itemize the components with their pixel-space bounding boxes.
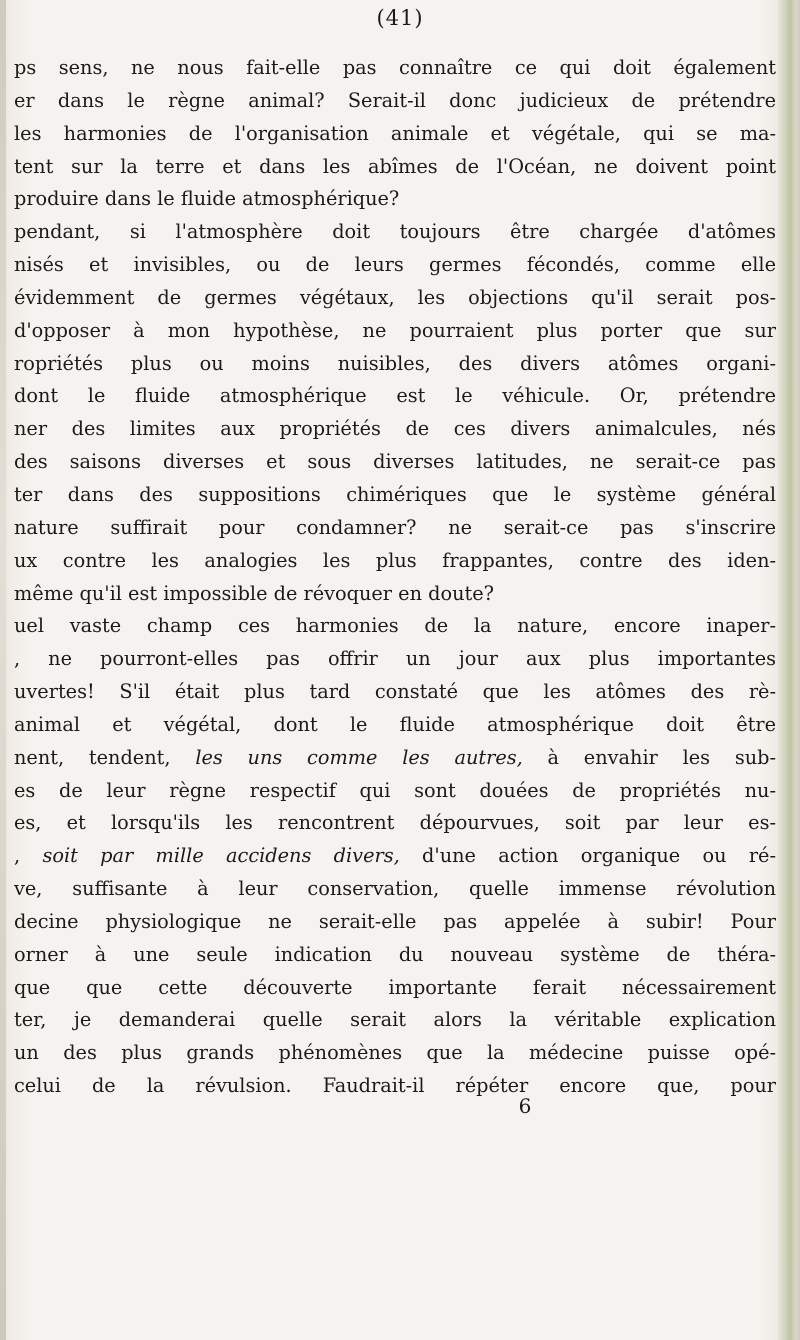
text-line: même qu'il est impossible de révoquer en doute? [14,581,494,605]
text-line: un des plus grands phénomènes que la médecine puisse opé- [14,1041,776,1065]
page-gutter [0,0,6,1340]
text-line: animal et végétal, dont le fluide atmosphérique doit être [14,712,776,736]
text-line: ner des limites aux propriétés de ces divers animalcules, nés [14,417,776,441]
text-line: decine physiologique ne serait-elle pas appelée à subir! Pour [14,909,776,933]
text-line: ve, suffisante à leur conservation, quelle immense révolution [14,877,776,901]
text-line: des saisons diverses et sous diverses latitudes, ne serait-ce pas [14,450,776,474]
text-segment: à envahir les sub- [547,745,776,769]
text-line: , ne pourront-elles pas offrir un jour aux plus importantes [14,647,776,671]
text-line: ropriétés plus ou moins nuisibles, des divers atômes organi- [14,351,776,375]
italic-segment: les uns comme les autres, [195,745,523,769]
body-text [14,52,776,1103]
page-edge [778,0,800,1340]
text-line: ter, je demanderai quelle serait alors la véritable explication [14,1008,776,1032]
text-line: les harmonies de l'organisation animale et végétale, qui se ma- [14,121,776,145]
text-line: ux contre les analogies les plus frappantes, contre des iden- [14,548,776,572]
text-line: évidemment de germes végétaux, les objections qu'il serait pos- [14,285,776,309]
text-line: uvertes! S'il était plus tard constaté que les atômes des rè- [14,680,776,704]
text-line: nisés et invisibles, ou de leurs germes fécondés, comme elle [14,253,776,277]
text-line: produire dans le fluide atmosphérique? [14,187,400,211]
italic-segment: soit par mille accidens divers, [42,844,400,868]
text-line: er dans le règne animal? Serait-il donc judicieux de prétendre [14,88,776,112]
text-segment: d'une action organique ou ré- [422,844,776,868]
text-segment: nent, tendent, [14,745,171,769]
text-line: ter dans des suppositions chimériques que le système général [14,482,776,506]
text-line: uel vaste champ ces harmonies de la nature, encore inaper- [14,614,776,638]
text-line: nature suffirait pour condamner? ne serait-ce pas s'inscrire [14,515,776,539]
page-number-header: (41) [376,6,424,30]
text-line: d'opposer à mon hypothèse, ne pourraient plus porter que sur [14,318,776,342]
text-line: dont le fluide atmosphérique est le véhicule. Or, prétendre [14,384,776,408]
text-segment: , [14,844,21,868]
text-line: orner à une seule indication du nouveau système de théra- [14,942,776,966]
text-line-with-italic [14,840,776,873]
text-line: es de leur règne respectif qui sont douées de propriétés nu- [14,778,776,802]
text-line: tent sur la terre et dans les abîmes de l'Océan, ne doivent point [14,154,776,178]
text-line-with-italic [14,742,776,775]
text-line: pendant, si l'atmosphère doit toujours être chargée d'atômes [14,220,776,244]
signature-mark: 6 [518,1094,532,1118]
text-line: que que cette découverte importante ferait nécessairement [14,975,776,999]
text-line: celui de la révulsion. Faudrait-il répéter encore que, pour [14,1074,776,1098]
text-line: es, et lorsqu'ils les rencontrent dépourvues, soit par leur es- [14,811,776,835]
text-line: ps sens, ne nous fait-elle pas connaître ce qui doit également [14,56,776,79]
